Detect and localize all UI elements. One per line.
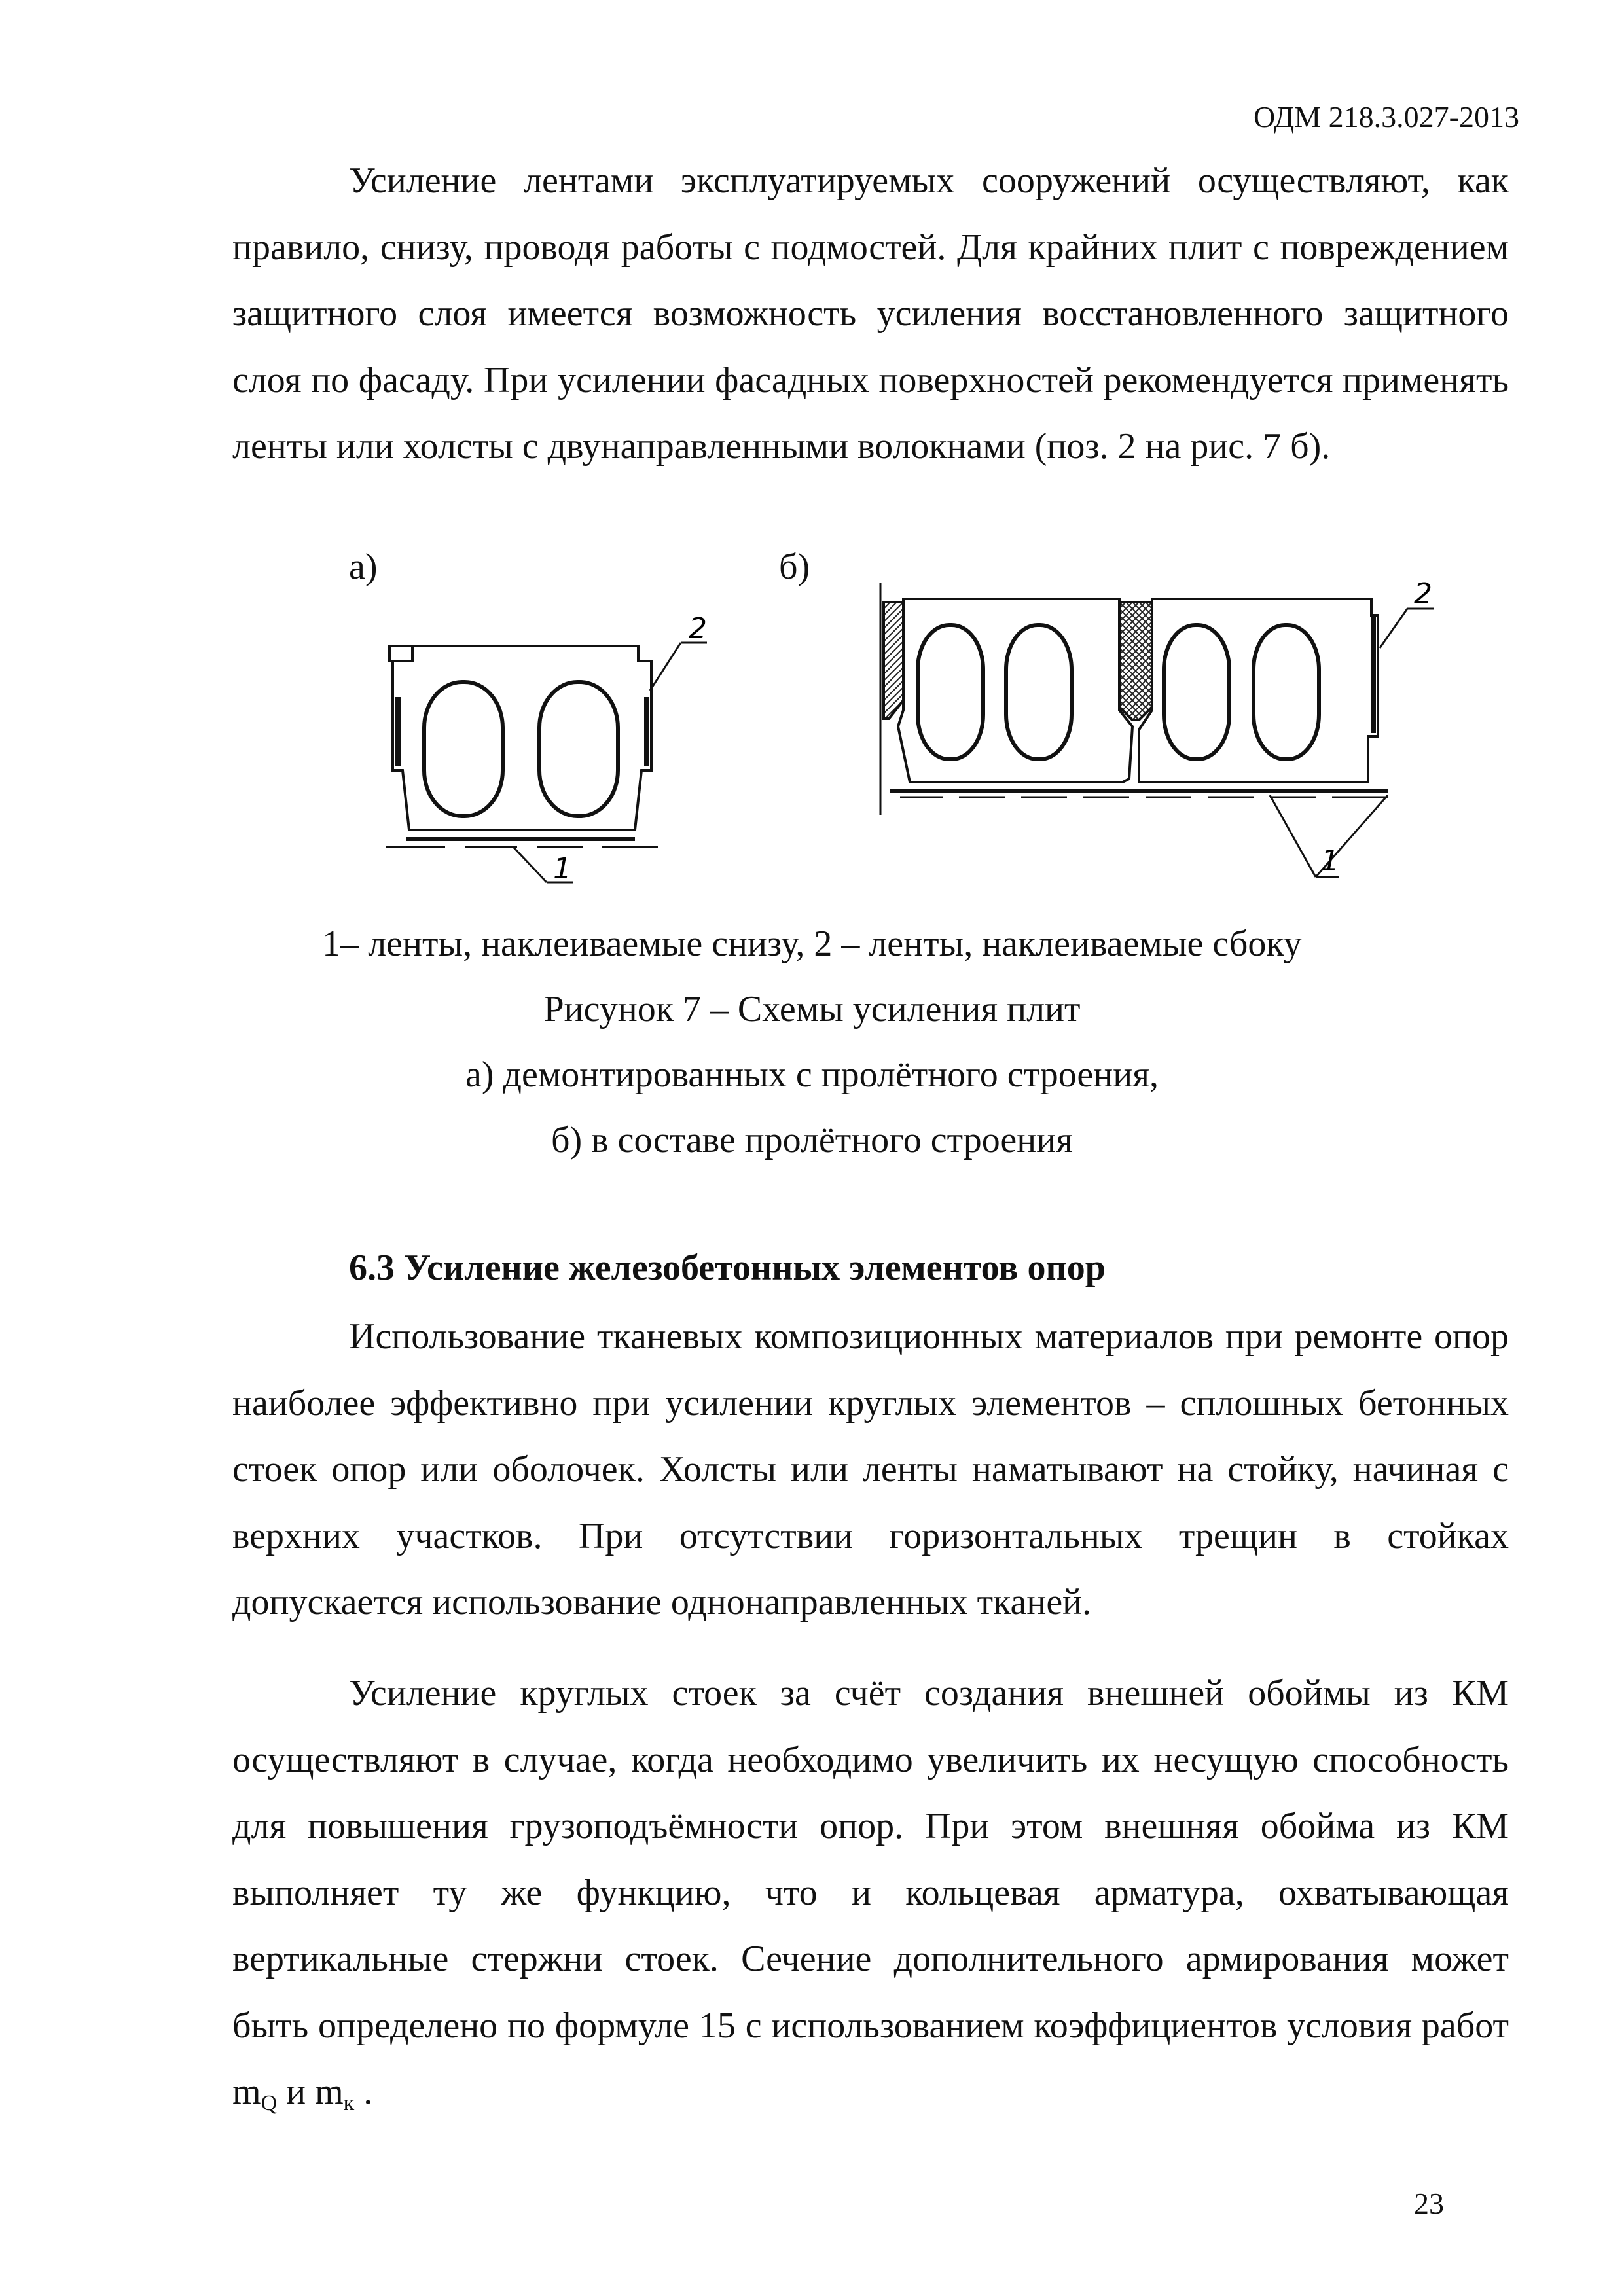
page-number: 23 bbox=[1414, 2187, 1444, 2220]
figure-caption-b: б) в составе пролётного строения bbox=[551, 1120, 1073, 1160]
section-heading: 6.3 Усиление железобетонных элементов опор bbox=[349, 1247, 1106, 1288]
subscript-q: Q bbox=[261, 2091, 278, 2115]
paragraph-strips-reinforcement: Усиление лентами эксплуатируемых сооружений осуществляют, как правило, снизу, проводя работы с подмостей. Для крайних плит с повреждением защитного слоя имеется возможность усиления восстановленного защитного слоя по фасаду. При усилении фасадных поверхностей рекомендуется применять ленты или холсты с двунаправленными волокнами (поз. 2 на рис. 7 б). bbox=[232, 160, 1509, 467]
slab-b-drawing bbox=[880, 583, 1434, 877]
figure-legend: 1– ленты, наклеиваемые снизу, 2 – ленты, наклеиваемые сбоку bbox=[322, 924, 1302, 964]
figure-label-b: б) bbox=[779, 547, 810, 587]
callout-1-a: 1 bbox=[553, 852, 571, 886]
document-code: ОДМ 218.3.027-2013 bbox=[1253, 100, 1519, 134]
callout-1-b: 1 bbox=[1321, 844, 1339, 878]
callout-2-a: 2 bbox=[689, 612, 707, 645]
paragraph-round-column-reinforcement bbox=[232, 1660, 1509, 2137]
figure-caption-a: а) демонтированных с пролётного строения, bbox=[465, 1054, 1159, 1095]
paragraph-round-column-text: Усиление круглых стоек за счёт создания внешней обоймы из КМ осуществляют в случае, когда необходимо увеличить их несущую способность для повышения грузоподъёмности опор. При этом внешняя обойма из КМ выполняет ту же функцию, что и кольцевая арматура, охватывающая вертикальные стержни стоек. Сечение дополнительного армирования может быть определено по формуле 15 с использованием коэффициентов условия работ m bbox=[232, 1673, 1509, 2112]
slab-a-drawing bbox=[386, 643, 707, 882]
callout-2-b: 2 bbox=[1414, 577, 1432, 611]
paragraph-composite-materials-supports: Использование тканевых композиционных материалов при ремонте опор наиболее эффективно при усилении круглых элементов – сплошных бетонных стоек опор или оболочек. Холсты или ленты наматывают на стойку, начиная с верхних участков. При отсутствии горизонтальных трещин в стойках допускается использование однонаправленных тканей. bbox=[232, 1316, 1509, 1623]
figure-slab-reinforcement-schemes bbox=[367, 569, 1479, 910]
paragraph-end: . bbox=[354, 2072, 373, 2112]
subscript-k: к bbox=[343, 2091, 355, 2115]
figure-label-a: а) bbox=[349, 547, 378, 587]
figure-title: Рисунок 7 – Схемы усиления плит bbox=[543, 989, 1081, 1030]
paragraph-and-m: и m bbox=[277, 2072, 344, 2112]
